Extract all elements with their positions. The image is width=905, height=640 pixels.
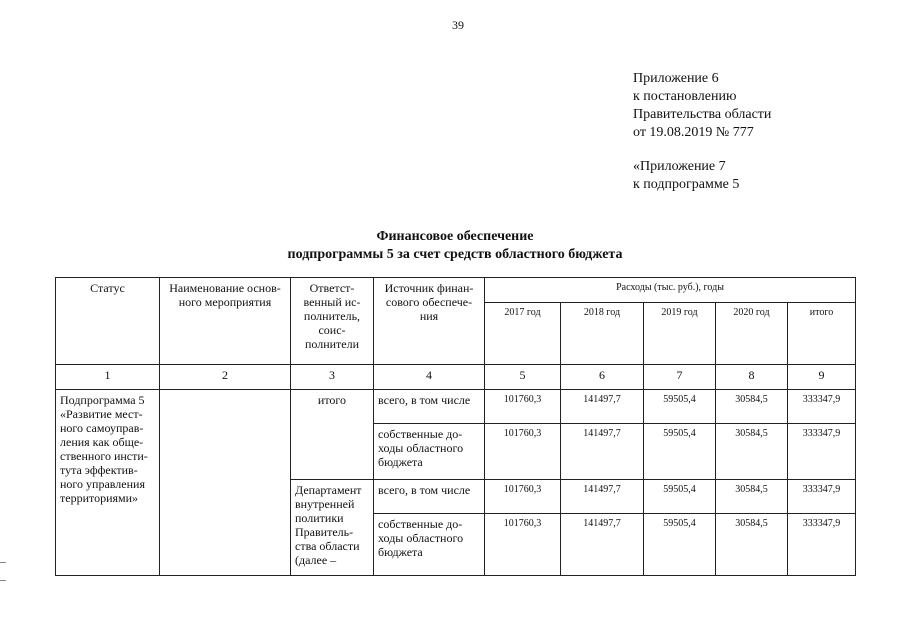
status-cell: Подпрограмма 5 «Развитие мест-ного самоуправ-ления как обще-ственного инсти-тута эффектив-ного управления территориями» xyxy=(56,390,160,576)
appendix-gap xyxy=(633,142,771,158)
column-number: 4 xyxy=(374,365,485,390)
value-total: 333347,9 xyxy=(788,424,856,480)
header-year: 2018 год xyxy=(561,303,644,365)
name-cell xyxy=(160,390,291,576)
appendix-line: Приложение 6 xyxy=(633,71,719,86)
source-cell: собственные до-ходы областного бюджета xyxy=(374,514,485,576)
margin-mark xyxy=(0,580,6,581)
value-total: 333347,9 xyxy=(788,390,856,424)
value-2017: 101760,3 xyxy=(485,424,561,480)
value-2019: 59505,4 xyxy=(644,514,716,576)
value-total: 333347,9 xyxy=(788,514,856,576)
source-cell: собственные до-ходы областного бюджета xyxy=(374,424,485,480)
column-number: 6 xyxy=(561,365,644,390)
column-number: 8 xyxy=(716,365,788,390)
value-2018: 141497,7 xyxy=(561,424,644,480)
appendix-block xyxy=(633,70,771,194)
value-2020: 30584,5 xyxy=(716,424,788,480)
executor-cell: Департамент внутренней политики Правитель-ства области (далее – xyxy=(291,480,374,576)
column-number: 5 xyxy=(485,365,561,390)
value-total: 333347,9 xyxy=(788,480,856,514)
header-expenses: Расходы (тыс. руб.), годы xyxy=(485,278,856,303)
appendix-line: Правительства области xyxy=(633,107,772,122)
source-cell: всего, в том числе xyxy=(374,390,485,424)
value-2020: 30584,5 xyxy=(716,514,788,576)
column-number: 7 xyxy=(644,365,716,390)
value-2018: 141497,7 xyxy=(561,390,644,424)
column-number: 9 xyxy=(788,365,856,390)
document-title xyxy=(150,228,760,264)
margin-mark xyxy=(0,562,6,563)
header-year: 2017 год xyxy=(485,303,561,365)
header-total: итого xyxy=(788,303,856,365)
value-2019: 59505,4 xyxy=(644,424,716,480)
column-number: 1 xyxy=(56,365,160,390)
header-status: Статус xyxy=(56,278,160,365)
header-year: 2020 год xyxy=(716,303,788,365)
header-year: 2019 год xyxy=(644,303,716,365)
page-number: 39 xyxy=(452,18,464,32)
appendix-quote-line: «Приложение 7 xyxy=(633,159,726,174)
value-2017: 101760,3 xyxy=(485,480,561,514)
financing-table xyxy=(55,277,856,576)
title-line-2: подпрограммы 5 за счет средств областного бюджета xyxy=(287,247,623,262)
executor-cell: итого xyxy=(291,390,374,480)
source-cell: всего, в том числе xyxy=(374,480,485,514)
value-2018: 141497,7 xyxy=(561,480,644,514)
title-line-1: Финансовое обеспечение xyxy=(376,229,534,244)
header-source: Источник финан-сового обеспече-ния xyxy=(374,278,485,365)
header-executor: Ответст-венный ис-полнитель, соис-полнители xyxy=(291,278,374,365)
appendix-quote-line: к подпрограмме 5 xyxy=(633,177,740,192)
value-2020: 30584,5 xyxy=(716,480,788,514)
value-2017: 101760,3 xyxy=(485,514,561,576)
appendix-line: от 19.08.2019 № 777 xyxy=(633,125,754,140)
column-number: 2 xyxy=(160,365,291,390)
column-number: 3 xyxy=(291,365,374,390)
value-2019: 59505,4 xyxy=(644,480,716,514)
value-2018: 141497,7 xyxy=(561,514,644,576)
appendix-line: к постановлению xyxy=(633,89,737,104)
value-2019: 59505,4 xyxy=(644,390,716,424)
header-name: Наименование основ-ного мероприятия xyxy=(160,278,291,365)
value-2017: 101760,3 xyxy=(485,390,561,424)
value-2020: 30584,5 xyxy=(716,390,788,424)
